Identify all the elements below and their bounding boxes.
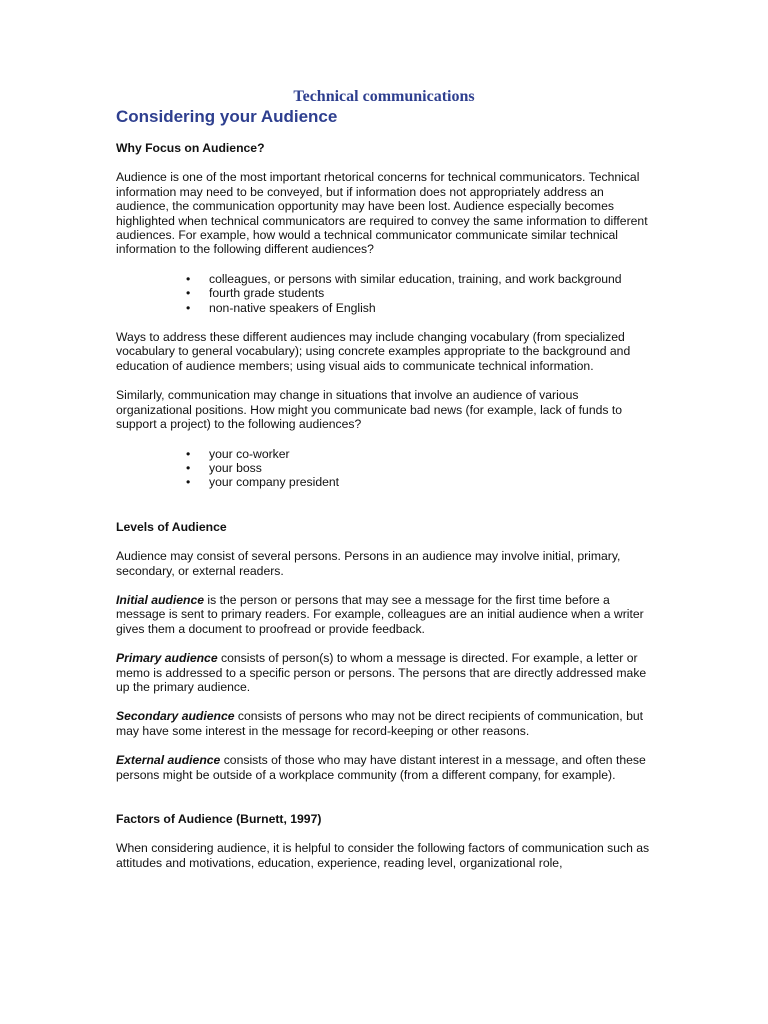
section-heading-why-focus: Why Focus on Audience? (116, 141, 265, 155)
term-initial-audience: Initial audience (116, 592, 205, 607)
bullet-icon: • (186, 446, 191, 461)
document-title: Technical communications (293, 88, 475, 105)
bullet-icon: • (186, 286, 191, 301)
bullet-icon: • (186, 300, 191, 315)
term-external-audience: External audience (116, 753, 221, 768)
position-list (116, 447, 656, 490)
paragraph-secondary-audience: Secondary audience consists of persons who may not be direct recipients of communication, but may have some interest in the message for record-keeping or other reasons. (116, 709, 644, 738)
bullet-icon: • (186, 271, 191, 286)
paragraph-primary-audience: Primary audience consists of person(s) to whom a message is directed. For example, a letter or memo is addressed to a specific person or persons. The persons that are directly addressed make up the primary audience. (116, 651, 647, 694)
paragraph-why-focus-2: Ways to address these different audiences may include changing vocabulary (from specialized vocabulary to general vocabulary); using concrete examples appropriate to the background and education of audience members; using visual aids to communicate technical information. (116, 330, 631, 373)
list-item: • your co-worker (186, 446, 290, 461)
list-item: • fourth grade students (186, 286, 325, 301)
page-heading: Considering your Audience (116, 107, 338, 126)
paragraph-initial-audience: Initial audience is the person or persons that may see a message for the first time before a message is sent to primary readers. For example, colleagues are an initial audience when a writer gives them a document to proofread or provide feedback. (116, 592, 644, 636)
section-heading-factors: Factors of Audience (Burnett, 1997) (116, 812, 322, 826)
paragraph-factors: When considering audience, it is helpful to consider the following factors of communication such as attitudes and motivations, education, experience, reading level, organizational role, (116, 841, 650, 870)
term-primary-audience: Primary audience (116, 651, 218, 666)
bullet-icon: • (186, 460, 191, 475)
term-secondary-audience: Secondary audience (116, 709, 235, 724)
paragraph-why-focus-3: Similarly, communication may change in situations that involve an audience of various organizational positions. How might you communicate bad news (for example, lack of funds to support a project) to the following audiences? (116, 388, 623, 432)
document-body (116, 141, 656, 870)
bullet-icon: • (186, 475, 191, 490)
paragraph-external-audience: External audience consists of those who may have distant interest in a message, and often these persons might be outside of a workplace community (from a different company, for example). (116, 753, 646, 782)
paragraph-levels-intro: Audience may consist of several persons. Persons in an audience may involve initial, primary, secondary, or external readers. (116, 549, 621, 578)
list-item: • your boss (186, 460, 262, 475)
paragraph-why-focus-1: Audience is one of the most important rhetorical concerns for technical communicators. Technical information may need to be conveyed, but if information does not appropriately address an audience, the communication opportunity may have been lost. Audience especially becomes highlighted when technical communicators are required to convey the same information to different audiences. For example, how would a technical communicator communicate similar technical information to the following different audiences? (116, 170, 648, 257)
list-item: • colleagues, or persons with similar education, training, and work background (186, 271, 622, 286)
list-item: • non-native speakers of English (186, 300, 376, 315)
list-item: • your company president (186, 475, 340, 490)
section-heading-levels: Levels of Audience (116, 519, 227, 534)
audience-list (116, 272, 656, 315)
